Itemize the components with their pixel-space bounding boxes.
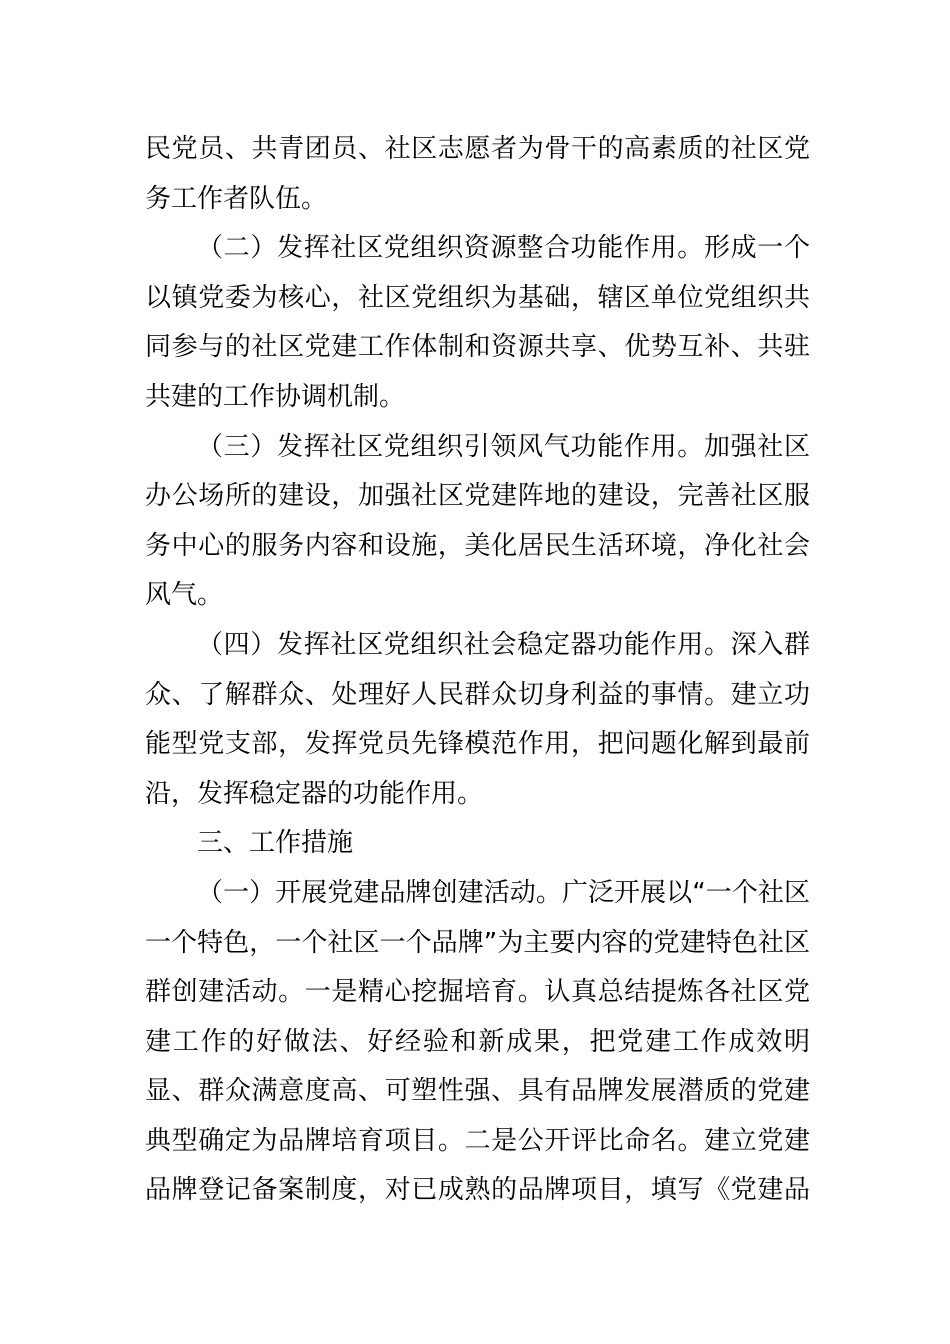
text-line: 务工作者队伍。 [145,183,328,214]
text-line: 能型党支部，发挥党员先锋模范作用，把问题化解到最前 [145,729,810,760]
paragraph-3-first-line: （三）发挥社区党组织引领风气功能作用。加强社区 [197,431,810,462]
text-line: 以镇党委为核心，社区党组织为基础，辖区单位党组织共 [145,282,810,313]
section-heading: 三、工作措施 [197,828,354,859]
text-line: 沿，发挥稳定器的功能作用。 [145,778,484,809]
paragraph-measures-first-line: （一）开展党建品牌创建活动。广泛开展以“一个社区 [197,877,810,908]
text-line: 群创建活动。一是精心挖掘培育。认真总结提炼各社区党 [145,977,810,1008]
text-line: 显、群众满意度高、可塑性强、具有品牌发展潜质的党建 [145,1076,810,1107]
text-line: 品牌登记备案制度，对已成熟的品牌项目，填写《党建品 [145,1175,810,1206]
text-line: 办公场所的建设，加强社区党建阵地的建设，完善社区服 [145,481,810,512]
paragraph-4-first-line: （四）发挥社区党组织社会稳定器功能作用。深入群 [197,629,810,660]
text-line: 共建的工作协调机制。 [145,381,406,412]
text-line: 建工作的好做法、好经验和新成果，把党建工作成效明 [145,1026,810,1057]
text-line: 同参与的社区党建工作体制和资源共享、优势互补、共驻 [145,332,810,363]
text-line: 典型确定为品牌培育项目。二是公开评比命名。建立党建 [145,1125,810,1156]
text-line: 众、了解群众、处理好人民群众切身利益的事情。建立功 [145,679,810,710]
text-line: 务中心的服务内容和设施，美化居民生活环境，净化社会 [145,530,810,561]
paragraph-2-first-line: （二）发挥社区党组织资源整合功能作用。形成一个 [197,233,810,264]
text-line: 一个特色，一个社区一个品牌”为主要内容的党建特色社区 [145,927,810,958]
text-line: 民党员、共青团员、社区志愿者为骨干的高素质的社区党 [145,134,810,164]
document-body [145,125,810,1216]
text-line: 风气。 [145,580,224,611]
